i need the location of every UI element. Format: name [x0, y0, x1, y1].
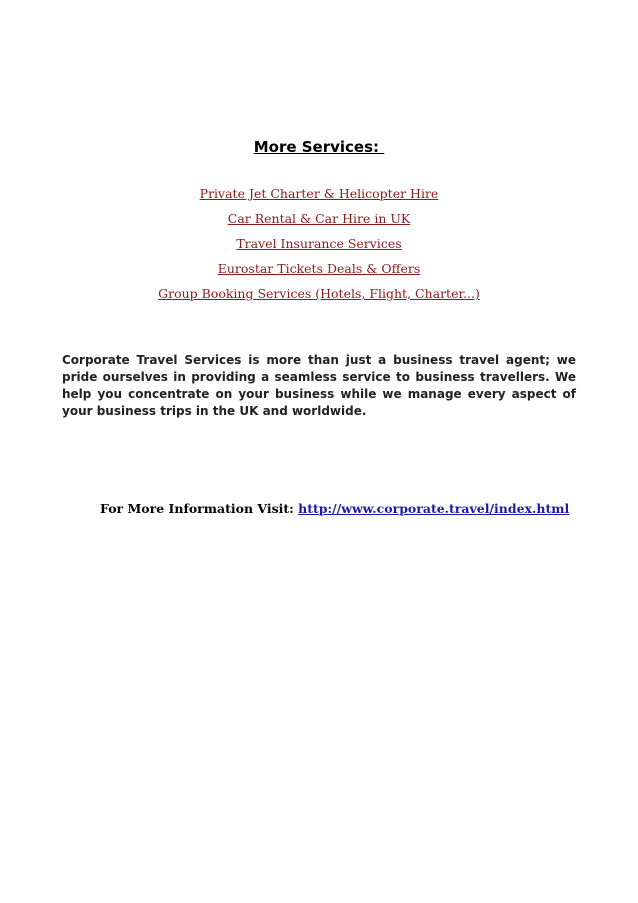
section-heading-text: More Services: [253, 138, 385, 156]
service-link-car-rental[interactable]: Car Rental & Car Hire in UK [227, 211, 411, 226]
more-info-line [100, 500, 600, 518]
more-info-label: For More Information Visit: [100, 501, 299, 516]
services-list-item [0, 181, 638, 206]
services-list-item [0, 231, 638, 256]
services-list-item [0, 206, 638, 231]
section-heading [0, 137, 638, 157]
service-link-travel-insurance[interactable]: Travel Insurance Services [236, 236, 402, 251]
services-list-item [0, 256, 638, 281]
service-link-private-jet[interactable]: Private Jet Charter & Helicopter Hire [199, 186, 439, 201]
service-link-eurostar[interactable]: Eurostar Tickets Deals & Offers [217, 261, 421, 276]
services-list [0, 181, 638, 306]
service-link-group-booking[interactable]: Group Booking Services (Hotels, Flight, Charter...) [158, 286, 480, 301]
more-info-link[interactable]: http://www.corporate.travel/index.html [298, 501, 570, 516]
description-paragraph: Corporate Travel Services is more than just a business travel agent; we pride ourselves in providing a seamless service to business travellers. We help you concentrate on your business while we manage every aspect of your business trips in the UK and worldwide. [62, 353, 576, 418]
services-list-item [0, 281, 638, 306]
